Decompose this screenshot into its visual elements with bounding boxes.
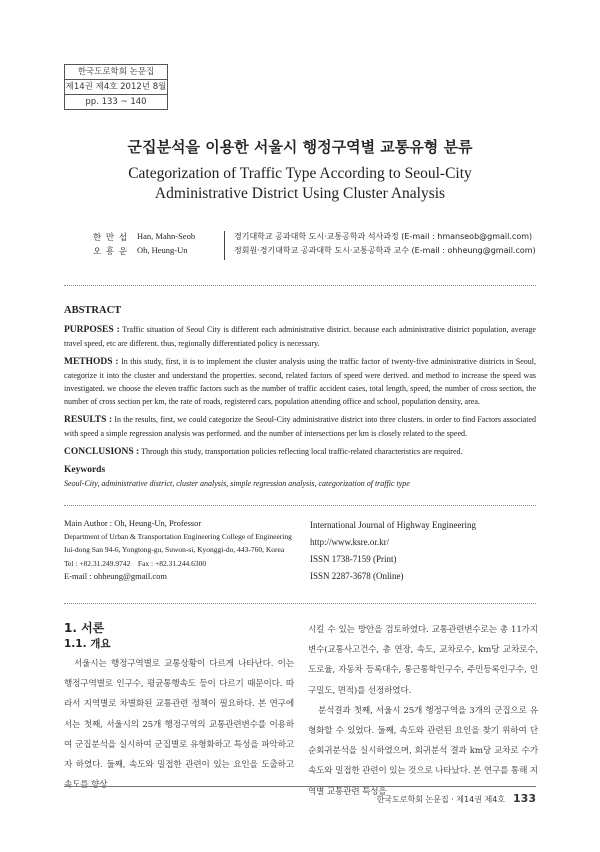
author-divider <box>224 231 225 260</box>
issn-print: ISSN 1738-7159 (Print) <box>310 554 397 564</box>
abstract-conclusions <box>64 445 536 459</box>
methods-text: In this study, first, it is to implement the cluster analysis using the traffic factor of twenty-five administrative districts in Seoul, categorize it into the cluster and understand the properties. second, related factors of speed were derived. and method to increase the speed was investigated. we choose the eleven traffic factors such as the number of traffic accident cases, total length, speed, the number of cross section, the number of cross section per km, the rate of roads, registered cars, population attending office and school, population density, area. <box>64 357 536 406</box>
subsection-heading: 1.1. 개요 <box>64 638 111 650</box>
issn-online: ISSN 2287-3678 (Online) <box>310 571 404 581</box>
author-name-ko: 한 만 섭 <box>93 233 129 243</box>
author-contact <box>64 517 299 583</box>
journal-url[interactable]: http://www.ksre.or.kr/ <box>310 537 390 547</box>
divider <box>64 285 536 286</box>
keywords-text: Seoul-City, administrative district, cluster analysis, simple regression analysis, categorization of traffic type <box>64 479 410 488</box>
results-label: RESULTS : <box>64 415 113 425</box>
footer-journal-ref: 한국도로학회 논문집 · 제14권 제4호 <box>376 795 506 804</box>
tel-fax: Tel : +82.31.249.9742 Fax : +82.31.244.6300 <box>64 558 207 568</box>
page-number: 133 <box>513 792 536 805</box>
body-column-left <box>64 620 294 795</box>
title-english-line2: Administrative District Using Cluster Analysis <box>154 185 446 202</box>
author-affiliation: 정회원·경기대학교 공과대학 도시·교통공학과 교수 (E-mail : ohheung@gmail.com) <box>234 246 536 255</box>
journal-name: 한국도로학회 논문집 <box>65 65 167 80</box>
page-footer <box>377 792 536 805</box>
paragraph: 분석결과 첫째, 서울시 25개 행정구역을 3개의 군집으로 유형화할 수 있었다. 둘째, 속도와 관련된 요인을 찾기 위하여 단순회귀분석을 실시하였으며, 회귀분석 결과 km당 교차로 수가 속도와 밀접한 관련이 있는 것으로 나타났다. 본 연구를 통해 지역별 교통관련 특성을 <box>308 705 538 797</box>
journal-pages: pp. 133 ~ 140 <box>85 97 147 107</box>
methods-label: METHODS : <box>64 357 119 367</box>
body-text <box>64 654 294 795</box>
abstract-results <box>64 413 536 440</box>
department: Department of Urban & Transportation Engineering College of Engineering <box>64 532 292 542</box>
paragraph: 서울시는 행정구역별로 교통상황이 다르게 나타난다. 이는 행정구역별로 인구수, 평균통행속도 등이 다르기 때문이다. 따라서 지역별로 차별화된 교통관련 정책이 필요하다. 본 연구에서는 첫째, 서울시의 25개 행정구역의 교통관련변수를 이용하여 군집분석을 실시하여 군집별로 유형화하고 특성을 파악하고자 하였다. 둘째, 속도와 밀접한 관련이 있는 요인을 도출하고 속도를 향상 <box>64 659 294 791</box>
abstract-section <box>64 304 536 490</box>
journal-volume: 제14권 제4호 2012년 8월 <box>65 80 167 95</box>
address: Iui-dong San 94-6, Yongtong-gu, Suwon-si, Kyonggi-do, 443-760, Korea <box>64 545 285 555</box>
results-text: In the results, first, we could categorize the Seoul-City administrative district into three clusters. in order to find Factors associated with speed a simple regression analysis was performed. and the number of intersections per km is closely related to the speed. <box>64 415 537 438</box>
author-affiliation: 경기대학교 공과대학 도시·교통공학과 석사과정 (E-mail : hmanseob@gmail.com) <box>234 232 533 241</box>
keywords-heading: Keywords <box>64 465 106 475</box>
conclusions-label: CONCLUSIONS : <box>64 447 140 457</box>
email: E-mail : ohheung@gmail.com <box>64 570 167 581</box>
purposes-text: Traffic situation of Seoul City is different each administrative district. because each administrative district population, average travel speed, etc are different. thus, regionally differentiated policy is necessary. <box>64 325 536 348</box>
section-heading: 1. 서론 <box>64 621 105 635</box>
body-column-right <box>308 620 538 802</box>
abstract-purposes <box>64 323 536 350</box>
author-name-ko: 오 흥 운 <box>93 247 129 257</box>
title-english <box>0 164 600 204</box>
divider <box>64 505 536 506</box>
conclusions-text: Through this study, transportation policies reflecting local traffic-related characteristics are required. <box>139 447 463 456</box>
journal-meta <box>310 517 536 585</box>
paragraph: 시킬 수 있는 방안을 검토하였다. 교통관련변수로는 총 11가지 변수(교통사고건수, 총 연장, 속도, 교차로수, km당 교차로수, 도로율, 자동차 등록대수, 통근통학인구수, 주민등록인구수, 인구밀도, 면적)를 선정하였다. <box>308 625 538 696</box>
title-korean: 군집분석을 이용한 서울시 행정구역별 교통유형 분류 <box>127 138 473 156</box>
title-english-line1: Categorization of Traffic Type According to Seoul-City <box>128 165 472 182</box>
abstract-methods <box>64 355 536 408</box>
author-name-en: Oh, Heung-Un <box>137 245 188 255</box>
journal-info-box <box>64 64 168 110</box>
purposes-label: PURPOSES : <box>64 325 120 335</box>
main-author: Main Author : Oh, Heung-Un, Professor <box>64 518 202 528</box>
footer-rule <box>64 786 536 787</box>
body-text <box>308 620 538 802</box>
journal-fullname: International Journal of Highway Engineering <box>310 520 476 530</box>
author-name-en: Han, Mahn-Seob <box>137 231 196 241</box>
abstract-heading: ABSTRACT <box>64 305 122 316</box>
divider <box>64 603 536 604</box>
